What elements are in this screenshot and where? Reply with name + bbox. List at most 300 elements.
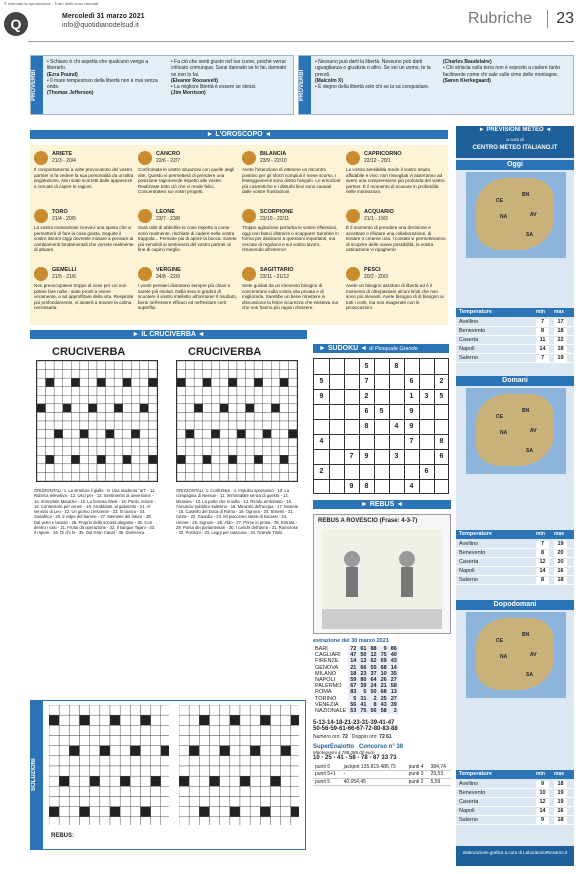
crossword-cell[interactable] [230, 736, 240, 746]
crossword-cell[interactable] [194, 404, 203, 413]
crossword-cell[interactable] [88, 464, 97, 473]
contact-email[interactable]: info@quotidianodelsud.it [62, 22, 139, 29]
crossword-cell[interactable] [114, 387, 123, 396]
crossword-cell[interactable] [69, 715, 79, 725]
crossword-cell[interactable] [161, 725, 169, 735]
crossword-cell[interactable] [63, 395, 72, 404]
crossword-cell[interactable] [246, 464, 255, 473]
crossword-cell[interactable] [141, 736, 151, 746]
crossword-cell[interactable] [179, 797, 189, 807]
crossword-cell[interactable] [263, 395, 272, 404]
crossword-cell[interactable] [203, 447, 212, 456]
crossword-cell[interactable] [151, 736, 161, 746]
sudoku-cell[interactable]: 3 [424, 393, 429, 400]
crossword-cell[interactable] [63, 464, 72, 473]
crossword-cell[interactable] [280, 464, 289, 473]
crossword-cell[interactable] [246, 378, 255, 387]
crossword-cell[interactable] [211, 455, 220, 464]
sudoku-grid[interactable] [313, 358, 449, 494]
crossword-cell[interactable] [69, 736, 79, 746]
crossword-cell[interactable] [123, 395, 132, 404]
crossword-cell[interactable] [88, 378, 97, 387]
crossword-cell[interactable] [220, 736, 230, 746]
crossword-cell[interactable] [203, 404, 212, 413]
crossword-cell[interactable] [71, 404, 80, 413]
sudoku-cell[interactable]: 6 [409, 378, 414, 385]
crossword-cell[interactable] [271, 472, 280, 481]
crossword-cell[interactable] [271, 756, 281, 766]
crossword-cell[interactable] [130, 715, 140, 725]
crossword-cell[interactable] [271, 817, 281, 825]
crossword-cell[interactable] [97, 464, 106, 473]
crossword-cell[interactable] [151, 776, 161, 786]
crossword-cell[interactable] [141, 766, 151, 776]
crossword-cell[interactable] [69, 786, 79, 796]
crossword-cell[interactable] [46, 464, 55, 473]
sudoku-cell[interactable]: 9 [349, 483, 354, 490]
crossword-cell[interactable] [220, 817, 230, 825]
crossword-cell[interactable] [228, 378, 237, 387]
crossword-cell[interactable] [220, 395, 229, 404]
crossword-cell[interactable] [260, 736, 270, 746]
crossword-cell[interactable] [254, 455, 263, 464]
sudoku-cell[interactable]: 4 [319, 438, 324, 445]
crossword-cell[interactable] [148, 378, 157, 387]
crossword-cell[interactable] [54, 378, 63, 387]
crossword-cell[interactable] [210, 715, 220, 725]
crossword-cell[interactable] [106, 472, 115, 481]
crossword-cell[interactable] [54, 412, 63, 421]
crossword-cell[interactable] [271, 776, 281, 786]
crossword-cell[interactable] [131, 464, 140, 473]
crossword-cell[interactable] [271, 766, 281, 776]
crossword-cell[interactable] [80, 447, 89, 456]
crossword-cell[interactable] [210, 756, 220, 766]
crossword-cell[interactable] [291, 766, 299, 776]
crossword-cell[interactable] [203, 395, 212, 404]
crossword-cell[interactable] [80, 361, 89, 370]
crossword-cell[interactable] [130, 807, 140, 817]
crossword-cell[interactable] [260, 797, 270, 807]
crossword-cell[interactable] [210, 725, 220, 735]
crossword-cell[interactable] [203, 455, 212, 464]
crossword-cell[interactable] [37, 430, 46, 439]
crossword-cell[interactable] [97, 421, 106, 430]
crossword-cell[interactable] [120, 756, 130, 766]
crossword-cell[interactable] [220, 370, 229, 379]
crossword-cell[interactable] [246, 447, 255, 456]
crossword-cell[interactable] [71, 412, 80, 421]
crossword-cell[interactable] [54, 455, 63, 464]
crossword-cell[interactable] [140, 412, 149, 421]
crossword-cell[interactable] [203, 387, 212, 396]
crossword-cell[interactable] [254, 472, 263, 481]
crossword-cell[interactable] [80, 387, 89, 396]
crossword-cell[interactable] [246, 438, 255, 447]
crossword-cell[interactable] [130, 725, 140, 735]
crossword-cell[interactable] [203, 412, 212, 421]
crossword-cell[interactable] [189, 797, 199, 807]
crossword-cell[interactable] [131, 412, 140, 421]
crossword-cell[interactable] [281, 736, 291, 746]
crossword-cell[interactable] [140, 472, 149, 481]
crossword-cell[interactable] [230, 756, 240, 766]
crossword-cell[interactable] [148, 438, 157, 447]
crossword-cell[interactable] [90, 776, 100, 786]
crossword-cell[interactable] [263, 387, 272, 396]
crossword-cell[interactable] [123, 404, 132, 413]
crossword-cell[interactable] [271, 378, 280, 387]
crossword-cell[interactable] [237, 361, 246, 370]
crossword-cell[interactable] [140, 361, 149, 370]
crossword-cell[interactable] [263, 455, 272, 464]
crossword-cell[interactable] [97, 412, 106, 421]
crossword-cell[interactable] [189, 766, 199, 776]
crossword-cell[interactable] [80, 725, 90, 735]
crossword-cell[interactable] [110, 756, 120, 766]
crossword-cell[interactable] [54, 370, 63, 379]
crossword-cell[interactable] [250, 776, 260, 786]
crossword-cell[interactable] [260, 746, 270, 756]
crossword-cell[interactable] [141, 817, 151, 825]
crossword-cell[interactable] [194, 472, 203, 481]
crossword-cell[interactable] [254, 464, 263, 473]
crossword-cell[interactable] [189, 715, 199, 725]
crossword-cell[interactable] [37, 412, 46, 421]
crossword-cell[interactable] [130, 756, 140, 766]
sudoku-cell[interactable]: 8 [439, 438, 444, 445]
crossword-cell[interactable] [97, 472, 106, 481]
crossword-cell[interactable] [131, 395, 140, 404]
crossword-cell[interactable] [161, 746, 169, 756]
crossword-cell[interactable] [88, 455, 97, 464]
crossword-cell[interactable] [151, 725, 161, 735]
crossword-cell[interactable] [237, 472, 246, 481]
crossword-cell[interactable] [260, 715, 270, 725]
crossword-cell[interactable] [49, 786, 59, 796]
crossword-cell[interactable] [228, 395, 237, 404]
crossword-cell[interactable] [90, 786, 100, 796]
crossword-cell[interactable] [220, 455, 229, 464]
crossword-cell[interactable] [63, 378, 72, 387]
sudoku-cell[interactable]: 1 [409, 393, 414, 400]
crossword-cell[interactable] [177, 430, 186, 439]
crossword-cell[interactable] [179, 776, 189, 786]
crossword-cell[interactable] [131, 370, 140, 379]
crossword-cell[interactable] [254, 447, 263, 456]
crossword-cell[interactable] [69, 725, 79, 735]
crossword-cell[interactable] [189, 705, 199, 715]
crossword-cell[interactable] [131, 472, 140, 481]
crossword-cell[interactable] [97, 430, 106, 439]
crossword-cell[interactable] [97, 395, 106, 404]
crossword-cell[interactable] [131, 421, 140, 430]
crossword-cell[interactable] [106, 361, 115, 370]
crossword-cell[interactable] [140, 447, 149, 456]
crossword-cell[interactable] [90, 715, 100, 725]
crossword-cell[interactable] [210, 817, 220, 825]
crossword-cell[interactable] [260, 766, 270, 776]
crossword-cell[interactable] [110, 746, 120, 756]
crossword-cell[interactable] [220, 378, 229, 387]
crossword-cell[interactable] [90, 746, 100, 756]
crossword-cell[interactable] [291, 746, 299, 756]
crossword-cell[interactable] [141, 807, 151, 817]
crossword-cell[interactable] [230, 797, 240, 807]
crossword-cell[interactable] [288, 378, 297, 387]
crossword-cell[interactable] [281, 746, 291, 756]
sudoku-cell[interactable]: 9 [409, 408, 414, 415]
sudoku-cell[interactable]: 8 [364, 423, 369, 430]
crossword-cell[interactable] [210, 786, 220, 796]
crossword-cell[interactable] [179, 746, 189, 756]
crossword-cell[interactable] [203, 438, 212, 447]
crossword-cell[interactable] [250, 797, 260, 807]
crossword-cell[interactable] [148, 430, 157, 439]
crossword-cell[interactable] [246, 455, 255, 464]
crossword-cell[interactable] [250, 725, 260, 735]
crossword-cell[interactable] [281, 725, 291, 735]
crossword-cell[interactable] [230, 786, 240, 796]
crossword-cell[interactable] [280, 455, 289, 464]
crossword-cell[interactable] [63, 361, 72, 370]
crossword-cell[interactable] [148, 361, 157, 370]
crossword-cell[interactable] [211, 472, 220, 481]
crossword-cell[interactable] [220, 756, 230, 766]
crossword-cell[interactable] [230, 807, 240, 817]
crossword-cell[interactable] [211, 361, 220, 370]
crossword-cell[interactable] [203, 370, 212, 379]
crossword-cell[interactable] [237, 447, 246, 456]
crossword-cell[interactable] [211, 464, 220, 473]
crossword-cell[interactable] [199, 715, 209, 725]
crossword-cell[interactable] [240, 725, 250, 735]
crossword-cell[interactable] [186, 370, 195, 379]
crossword-cell[interactable] [106, 378, 115, 387]
crossword-cell[interactable] [46, 378, 55, 387]
crossword-cell[interactable] [97, 438, 106, 447]
crossword-cell[interactable] [88, 412, 97, 421]
crossword-cell[interactable] [291, 705, 299, 715]
crossword-cell[interactable] [148, 387, 157, 396]
crossword-cell[interactable] [271, 464, 280, 473]
sudoku-cell[interactable]: 5 [364, 363, 369, 370]
crossword-cell[interactable] [186, 404, 195, 413]
crossword-cell[interactable] [90, 756, 100, 766]
crossword-cell[interactable] [177, 447, 186, 456]
sudoku-cell[interactable]: 7 [364, 378, 369, 385]
crossword-cell[interactable] [114, 378, 123, 387]
crossword-cell[interactable] [281, 797, 291, 807]
crossword-cell[interactable] [130, 746, 140, 756]
crossword-cell[interactable] [186, 438, 195, 447]
crossword-cell[interactable] [263, 370, 272, 379]
crossword-cell[interactable] [179, 756, 189, 766]
crossword-cell[interactable] [291, 776, 299, 786]
crossword-cell[interactable] [130, 776, 140, 786]
crossword-cell[interactable] [203, 464, 212, 473]
crossword-cell[interactable] [288, 421, 297, 430]
crossword-cell[interactable] [199, 807, 209, 817]
crossword-grid-right[interactable] [176, 360, 298, 482]
crossword-cell[interactable] [230, 817, 240, 825]
sudoku-cell[interactable]: 2 [319, 468, 324, 475]
crossword-cell[interactable] [106, 455, 115, 464]
crossword-cell[interactable] [220, 361, 229, 370]
crossword-cell[interactable] [120, 736, 130, 746]
crossword-cell[interactable] [63, 447, 72, 456]
crossword-cell[interactable] [240, 766, 250, 776]
crossword-cell[interactable] [123, 361, 132, 370]
crossword-cell[interactable] [199, 786, 209, 796]
crossword-cell[interactable] [179, 766, 189, 776]
crossword-cell[interactable] [71, 361, 80, 370]
crossword-cell[interactable] [80, 395, 89, 404]
crossword-cell[interactable] [246, 370, 255, 379]
crossword-cell[interactable] [151, 756, 161, 766]
crossword-cell[interactable] [210, 736, 220, 746]
crossword-cell[interactable] [220, 412, 229, 421]
crossword-cell[interactable] [263, 438, 272, 447]
crossword-cell[interactable] [80, 421, 89, 430]
crossword-cell[interactable] [37, 472, 46, 481]
crossword-cell[interactable] [288, 464, 297, 473]
crossword-cell[interactable] [88, 404, 97, 413]
crossword-cell[interactable] [199, 725, 209, 735]
crossword-cell[interactable] [161, 817, 169, 825]
crossword-cell[interactable] [123, 412, 132, 421]
crossword-cell[interactable] [100, 725, 110, 735]
crossword-cell[interactable] [37, 395, 46, 404]
crossword-cell[interactable] [186, 412, 195, 421]
crossword-cell[interactable] [140, 378, 149, 387]
crossword-cell[interactable] [37, 464, 46, 473]
crossword-cell[interactable] [71, 378, 80, 387]
crossword-cell[interactable] [151, 817, 161, 825]
crossword-cell[interactable] [240, 756, 250, 766]
crossword-cell[interactable] [90, 705, 100, 715]
crossword-cell[interactable] [271, 736, 281, 746]
crossword-cell[interactable] [54, 472, 63, 481]
crossword-cell[interactable] [194, 464, 203, 473]
crossword-cell[interactable] [59, 817, 69, 825]
crossword-cell[interactable] [46, 387, 55, 396]
crossword-cell[interactable] [280, 430, 289, 439]
crossword-cell[interactable] [246, 395, 255, 404]
crossword-cell[interactable] [254, 378, 263, 387]
crossword-cell[interactable] [114, 370, 123, 379]
crossword-cell[interactable] [80, 705, 90, 715]
crossword-cell[interactable] [250, 786, 260, 796]
crossword-cell[interactable] [240, 817, 250, 825]
crossword-cell[interactable] [237, 421, 246, 430]
crossword-cell[interactable] [46, 361, 55, 370]
crossword-cell[interactable] [59, 797, 69, 807]
crossword-cell[interactable] [189, 746, 199, 756]
crossword-cell[interactable] [228, 370, 237, 379]
crossword-cell[interactable] [240, 715, 250, 725]
sudoku-cell[interactable]: 5 [319, 378, 324, 385]
crossword-cell[interactable] [177, 412, 186, 421]
crossword-cell[interactable] [263, 421, 272, 430]
crossword-cell[interactable] [114, 464, 123, 473]
crossword-cell[interactable] [260, 786, 270, 796]
crossword-cell[interactable] [141, 756, 151, 766]
crossword-cell[interactable] [179, 817, 189, 825]
crossword-cell[interactable] [288, 472, 297, 481]
crossword-cell[interactable] [49, 756, 59, 766]
crossword-cell[interactable] [110, 705, 120, 715]
sudoku-cell[interactable]: 2 [439, 378, 444, 385]
crossword-cell[interactable] [271, 746, 281, 756]
crossword-cell[interactable] [110, 766, 120, 776]
crossword-cell[interactable] [140, 464, 149, 473]
crossword-cell[interactable] [281, 715, 291, 725]
crossword-cell[interactable] [291, 786, 299, 796]
crossword-cell[interactable] [59, 786, 69, 796]
crossword-cell[interactable] [88, 395, 97, 404]
crossword-cell[interactable] [240, 797, 250, 807]
crossword-cell[interactable] [240, 776, 250, 786]
sudoku-cell[interactable]: 9 [364, 453, 369, 460]
crossword-cell[interactable] [203, 378, 212, 387]
crossword-cell[interactable] [228, 412, 237, 421]
crossword-cell[interactable] [46, 472, 55, 481]
crossword-cell[interactable] [140, 430, 149, 439]
crossword-cell[interactable] [140, 395, 149, 404]
crossword-cell[interactable] [177, 387, 186, 396]
crossword-cell[interactable] [254, 430, 263, 439]
crossword-cell[interactable] [106, 421, 115, 430]
crossword-cell[interactable] [123, 438, 132, 447]
crossword-cell[interactable] [179, 715, 189, 725]
crossword-cell[interactable] [148, 395, 157, 404]
crossword-cell[interactable] [260, 756, 270, 766]
crossword-cell[interactable] [250, 766, 260, 776]
crossword-cell[interactable] [141, 776, 151, 786]
sudoku-cell[interactable]: 7 [349, 453, 354, 460]
crossword-grid-left[interactable] [36, 360, 158, 482]
crossword-cell[interactable] [90, 797, 100, 807]
crossword-cell[interactable] [71, 455, 80, 464]
crossword-cell[interactable] [123, 387, 132, 396]
crossword-cell[interactable] [237, 395, 246, 404]
crossword-cell[interactable] [120, 705, 130, 715]
crossword-cell[interactable] [228, 404, 237, 413]
crossword-cell[interactable] [194, 395, 203, 404]
crossword-cell[interactable] [189, 736, 199, 746]
crossword-cell[interactable] [80, 786, 90, 796]
crossword-cell[interactable] [49, 715, 59, 725]
crossword-cell[interactable] [189, 786, 199, 796]
crossword-cell[interactable] [263, 412, 272, 421]
crossword-cell[interactable] [130, 705, 140, 715]
crossword-cell[interactable] [59, 766, 69, 776]
crossword-cell[interactable] [280, 438, 289, 447]
crossword-cell[interactable] [49, 807, 59, 817]
crossword-cell[interactable] [291, 756, 299, 766]
crossword-cell[interactable] [271, 412, 280, 421]
crossword-cell[interactable] [263, 404, 272, 413]
crossword-cell[interactable] [88, 430, 97, 439]
crossword-cell[interactable] [100, 807, 110, 817]
crossword-cell[interactable] [263, 447, 272, 456]
crossword-cell[interactable] [141, 797, 151, 807]
crossword-cell[interactable] [199, 756, 209, 766]
crossword-cell[interactable] [237, 387, 246, 396]
crossword-cell[interactable] [110, 797, 120, 807]
crossword-cell[interactable] [80, 807, 90, 817]
